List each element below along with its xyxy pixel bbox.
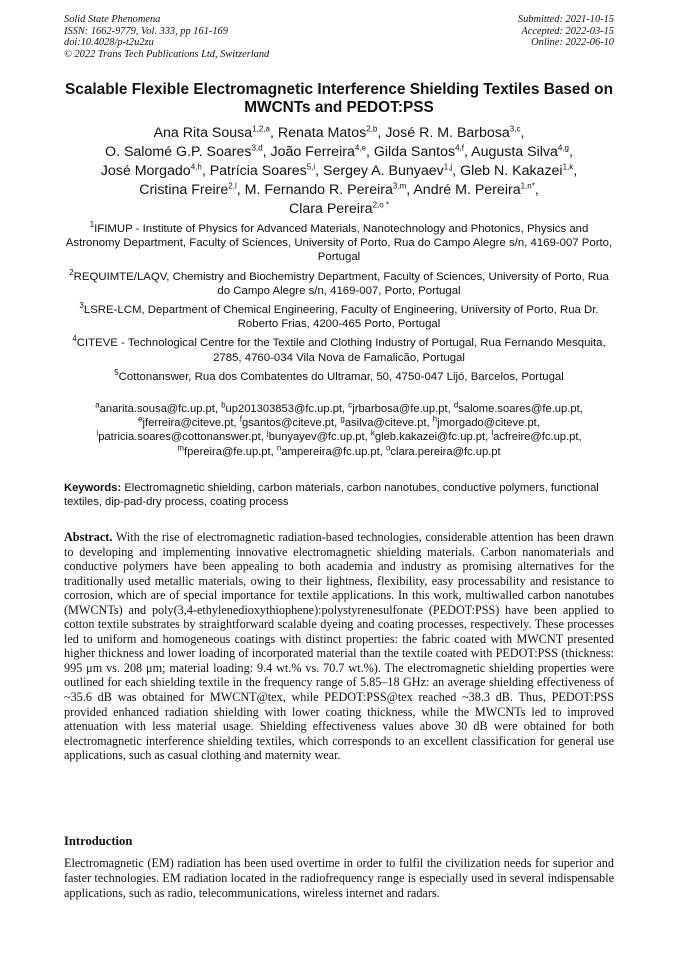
author: Patrícia Soares$^{5,i}$, — [209, 162, 324, 179]
affiliation: $^2$REQUIMTE/LAQV, Chemistry and Biochemistry Department, Faculty of Sciences, University of Porto, Rua do Campo Alegre s/n, 4169-007, Porto, Portugal — [69, 267, 609, 297]
author-list — [54, 124, 624, 219]
email: $^c$jrbarbosa@fe.up.pt, — [348, 400, 454, 415]
email: $^k$gleb.kakazei@fc.up.pt, — [370, 428, 492, 444]
section-heading-introduction: Introduction — [64, 834, 133, 848]
email: $^b$up201303853@fc.up.pt, — [221, 400, 349, 415]
email: $^j$bunyayev@fc.up.pt, — [266, 428, 371, 444]
author: O. Salomé G.P. Soares$^{3,d}$, — [105, 143, 271, 160]
author: Renata Matos$^{2,b}$, — [277, 124, 386, 141]
author: José R. M. Barbosa$^{3,c}$, — [385, 124, 525, 141]
accepted-date: Accepted: 2022-03-15 — [521, 25, 614, 37]
email: $^f$gsantos@citeve.pt, — [239, 414, 341, 430]
author: José Morgado$^{4,h}$, — [100, 162, 210, 179]
keywords-text: Electromagnetic shielding, carbon materials, carbon nanotubes, conductive polymers, functional textiles, dip-pad-dry process, coating process — [64, 482, 599, 509]
author: Sergey A. Bunyaev$^{1,j}$, — [323, 162, 461, 179]
author: Augusta Silva$^{4,g}$, — [471, 143, 573, 160]
email: $^e$jferreira@citeve.pt, — [138, 414, 240, 430]
author: M. Fernando R. Pereira$^{3,m}$, — [244, 181, 414, 198]
author: João Ferreira$^{4,e}$, — [270, 143, 374, 160]
email: $^i$patricia.soares@cottonanswer.pt, — [96, 428, 267, 444]
author: Clara Pereira$^{2,o *}$ — [288, 200, 390, 217]
affiliation: $^3$LSRE-LCM, Department of Chemical Engineering, Faculty of Engineering, University of Porto, Rua Dr. Roberto Frias, 4200-465 Porto, Portugal — [79, 301, 599, 331]
affiliation: $^4$CITEVE - Technological Centre for the Textile and Clothing Industry of Portugal, Rua Fernando Mesquita, 2785, 4760-034 Vila Nova de Famalicão, Portugal — [72, 334, 606, 364]
journal-header — [64, 14, 269, 60]
author: André M. Pereira$^{1,n*}$, — [413, 181, 539, 198]
dates-header — [518, 14, 614, 49]
author: Gleb N. Kakazei$^{1,k}$, — [460, 162, 578, 179]
journal-issn: ISSN: 1662-9779, Vol. 333, pp 161-169 — [64, 25, 228, 37]
online-date: Online: 2022-06-10 — [531, 37, 614, 49]
email: $^o$clara.pereira@fc.up.pt — [385, 442, 501, 458]
email: $^a$anarita.sousa@fc.up.pt, — [95, 400, 222, 415]
email: $^n$ampereira@fc.up.pt, — [276, 442, 386, 458]
paper-title: Scalable Flexible Electromagnetic Interference Shielding Textiles Based on MWCNTs and PEDOT:PSS — [65, 81, 613, 116]
email-list — [64, 402, 614, 459]
journal-doi: doi:10.4028/p-t2u2zu — [64, 37, 154, 49]
abstract-label: Abstract. — [64, 530, 113, 544]
author: Gilda Santos$^{4,f}$, — [373, 143, 472, 160]
email: $^d$salome.soares@fe.up.pt, — [453, 400, 583, 415]
abstract — [64, 530, 614, 763]
email: $^m$fpereira@fe.up.pt, — [177, 442, 277, 458]
affiliation: $^5$Cottonanswer, Rua dos Combatentes do Ultramar, 50, 4750-047 Lijó, Barcelos, Portugal — [114, 368, 564, 383]
submitted-date: Submitted: 2021-10-15 — [517, 14, 614, 25]
journal-copyright: © 2022 Trans Tech Publications Ltd, Switzerland — [64, 48, 270, 60]
keywords-label: Keywords: — [64, 482, 122, 494]
keywords — [64, 481, 614, 509]
journal-name: Solid State Phenomena — [64, 14, 161, 25]
author: Cristina Freire$^{2,l}$, — [139, 181, 245, 198]
email: $^g$asilva@citeve.pt, — [340, 414, 433, 430]
introduction-text: Electromagnetic (EM) radiation has been used overtime in order to fulfil the civilization needs for superior and faster technologies. EM radiation located in the radiofrequency range is especially used in several indispensable applications, such as radio, telecommunications, wireless internet and radars. — [64, 856, 614, 900]
affiliations — [64, 222, 614, 389]
email: $^h$jmorgado@citeve.pt, — [432, 414, 540, 430]
email: $^l$acfreire@fc.up.pt, — [491, 428, 582, 444]
abstract-text: With the rise of electromagnetic radiation-based technologies, considerable attention has been drawn to developing and implementing innovative electromagnetic shielding materials. Carbon nanomaterials and conductive polymers have been appealing to both academia and industry as promising alternatives for the traditionally used metallic materials, owing to their lightness, flexibility, easy processability and resistance to corrosion, which are of special importance for textile applications. In this work, multiwalled carbon nanotubes (MWCNTs) and poly(3,4-ethylenedioxythiophene):polystyrenesulfonate (PEDOT:PSS) have been applied to cotton textile substrates by straightforward scalable dyeing and coating processes, respectively. These processes led to uniform and homogeneous coatings with distinct properties: the fabric coated with MWCNT presented higher thickness and lower loading of incorporated material than the textile coated with PEDOT:PSS (thickness: 995 μm vs. 208 μm; material loading: 9.4 wt.% vs. 70.7 wt.%). The electromagnetic shielding properties were outlined for each shielding textile in the frequency range of 5.85–18 GHz: an average shielding effectiveness of ~35.6 dB was obtained for MWCNT@tex, while PEDOT:PSS@tex reached ~38.3 dB. Thus, PEDOT:PSS provided enhanced radiation shielding with lower coating thickness, while the MWCNTs led to improved attenuation with less material usage. Shielding effectiveness values above 30 dB were obtained for both electromagnetic interference shielding textiles, which corresponds to an excellent classification for general use applications, such as casual clothing and maternity wear. — [64, 530, 614, 763]
affiliation: $^1$IFIMUP - Institute of Physics for Advanced Materials, Nanotechnology and Photonics, Physics and Astronomy Department, Faculty of Sciences, University of Porto, Rua do Campo Alegre s/n, 4169-007 Porto, Portugal — [65, 220, 613, 264]
author: Ana Rita Sousa$^{1,2,a}$, — [153, 124, 278, 141]
